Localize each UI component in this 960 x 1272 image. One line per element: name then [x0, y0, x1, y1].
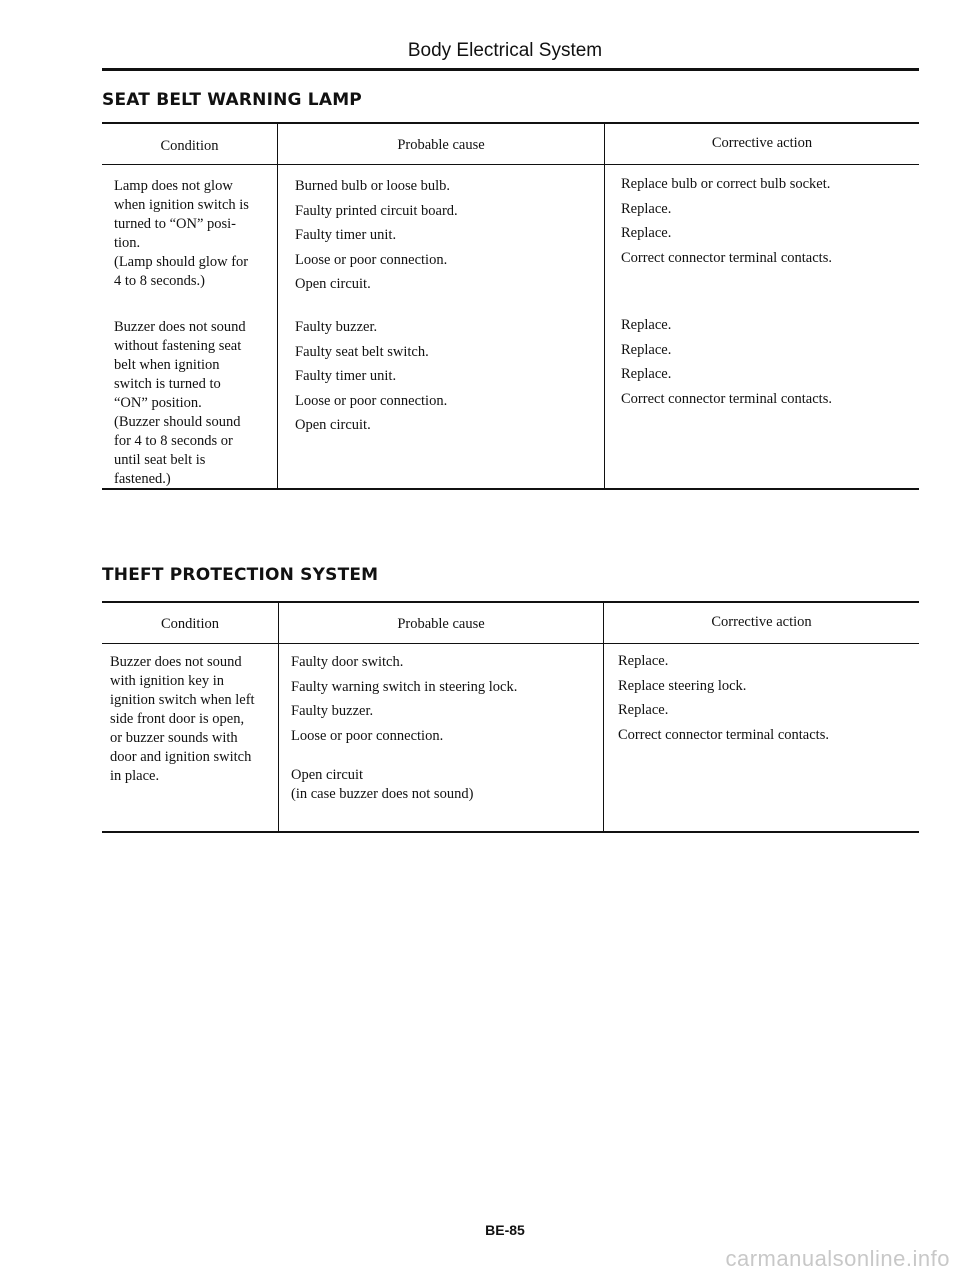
condition-line: when ignition switch is [114, 197, 249, 213]
table-top-rule [102, 122, 919, 124]
cause-item: Faulty warning switch in steering lock. [291, 678, 518, 695]
cause-item: Faulty timer unit. [295, 227, 397, 243]
action-item: Replace. [621, 317, 672, 333]
action-item: Replace. [618, 653, 669, 669]
condition-line: Buzzer does not sound [114, 319, 246, 335]
condition-line: turned to “ON” posi- [114, 216, 237, 232]
column-header-condition: Condition [160, 616, 219, 632]
action-item: Replace. [621, 225, 672, 241]
theft-section-title: THEFT PROTECTION SYSTEM [102, 565, 379, 585]
condition-line: for 4 to 8 seconds or [114, 433, 233, 449]
condition-line: Lamp does not glow [114, 178, 233, 194]
table-header-rule [102, 643, 919, 644]
condition-line: Buzzer does not sound [110, 654, 242, 670]
page-header-title: Body Electrical System [407, 40, 603, 61]
table-row-condition [114, 177, 249, 291]
cause-item: Faulty buzzer. [291, 703, 374, 719]
action-item: Correct connector terminal contacts. [618, 726, 829, 743]
condition-line: switch is turned to [114, 376, 221, 392]
cause-item: Faulty printed circuit board. [295, 202, 458, 219]
action-item: Replace. [618, 702, 669, 718]
cause-item: Faulty seat belt switch. [295, 343, 429, 360]
cause-item: Loose or poor connection. [295, 251, 448, 268]
table-row-condition [114, 318, 246, 489]
seat-belt-section-title: SEAT BELT WARNING LAMP [102, 90, 362, 110]
action-item: Replace. [621, 366, 672, 382]
action-item: Replace. [621, 200, 672, 217]
condition-line: (Buzzer should sound [114, 414, 241, 430]
table-row-actions [621, 316, 832, 414]
cause-item: Faulty timer unit. [295, 368, 397, 384]
cause-item: (in case buzzer does not sound) [291, 786, 474, 802]
action-item: Replace bulb or correct bulb socket. [621, 176, 831, 192]
table-row-causes [291, 653, 517, 751]
table-row-causes-extra [291, 766, 473, 804]
theft-table [102, 601, 919, 834]
page-number: BE-85 [485, 1222, 525, 1238]
action-item: Replace steering lock. [618, 677, 747, 694]
condition-line: fastened.) [114, 471, 171, 487]
table-bottom-rule [102, 831, 919, 833]
cause-item: Open circuit. [295, 417, 371, 433]
table-top-rule [102, 601, 919, 603]
cause-item: Faulty door switch. [291, 654, 404, 670]
watermark: carmanualsonline.info [725, 1246, 950, 1271]
action-item: Replace. [621, 341, 672, 358]
cause-item: Loose or poor connection. [291, 727, 444, 744]
table-row-causes [295, 177, 458, 300]
table-row-causes [295, 318, 447, 441]
column-header-corrective-action: Corrective action [711, 135, 813, 151]
condition-line: tion. [114, 235, 141, 251]
condition-line: without fastening seat [114, 338, 242, 354]
condition-line: in place. [110, 768, 160, 784]
header-rule [102, 68, 919, 71]
condition-line: door and ignition switch [110, 749, 252, 765]
column-header-condition: Condition [160, 138, 219, 154]
cause-item: Burned bulb or loose bulb. [295, 178, 451, 194]
action-item: Correct connector terminal contacts. [621, 249, 832, 266]
condition-line: 4 to 8 seconds.) [114, 273, 206, 289]
cause-item: Open circuit. [295, 276, 371, 292]
condition-line: belt when ignition [114, 357, 220, 373]
table-row-actions [618, 652, 829, 750]
table-row-actions [621, 175, 832, 273]
table-row-condition [110, 653, 255, 786]
column-divider [603, 601, 604, 833]
seat-belt-table [102, 122, 919, 492]
column-header-probable-cause: Probable cause [397, 137, 485, 153]
cause-item: Loose or poor connection. [295, 392, 448, 409]
column-header-corrective-action: Corrective action [711, 614, 812, 630]
condition-line: ignition switch when left [110, 692, 255, 708]
action-item: Correct connector terminal contacts. [621, 390, 832, 407]
condition-line: “ON” position. [114, 395, 202, 411]
condition-line: side front door is open, [110, 711, 245, 727]
cause-item: Faulty buzzer. [295, 319, 378, 335]
column-divider [277, 122, 278, 490]
column-divider [604, 122, 605, 490]
column-header-probable-cause: Probable cause [397, 616, 485, 632]
condition-line: until seat belt is [114, 452, 206, 468]
condition-line: or buzzer sounds with [110, 730, 238, 746]
condition-line: with ignition key in [110, 673, 224, 689]
cause-item: Open circuit [291, 767, 364, 783]
table-header-rule [102, 164, 919, 165]
column-divider [278, 601, 279, 833]
condition-line: (Lamp should glow for [114, 254, 249, 270]
